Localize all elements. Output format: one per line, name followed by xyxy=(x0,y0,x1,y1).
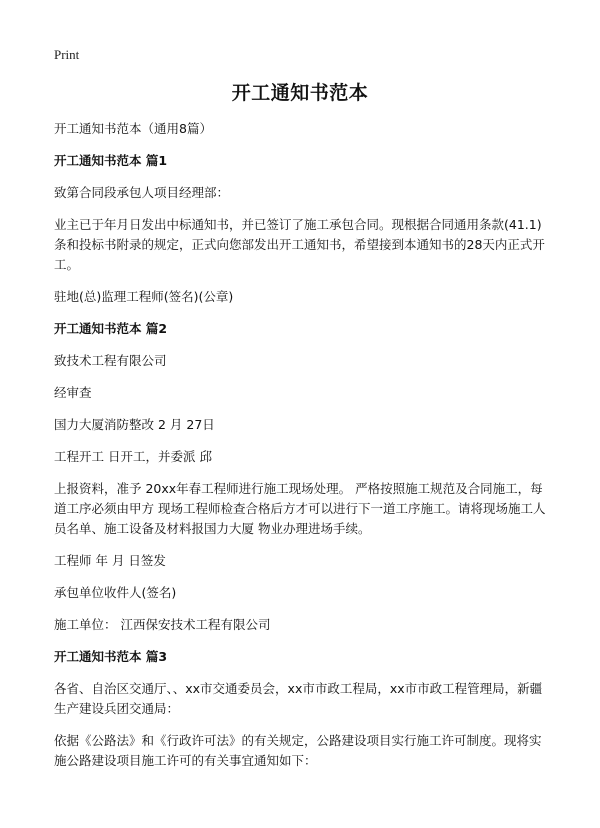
paragraph: 业主已于年月日发出中标通知书，并已签订了施工承包合同。现根据合同通用条款(41.1)条和投标书附录的规定，正式向您部发出开工通知书，希望接到本通知书的28天内正式开工。 xyxy=(54,217,545,272)
document-body xyxy=(54,119,548,783)
paragraph: 驻地(总)监理工程师(签名)(公章) xyxy=(54,289,234,304)
section-heading: 开工通知书范本 篇1 xyxy=(54,153,168,168)
paragraph: 施工单位： 江西保安技术工程有限公司 xyxy=(54,617,271,632)
paragraph: 承包单位收件人(签名) xyxy=(54,585,177,600)
paragraph: 依据《公路法》和《行政许可法》的有关规定，公路建设项目实行施工许可制度。现将实施公路建设项目施工许可的有关事宜通知如下： xyxy=(54,733,542,768)
section-heading: 开工通知书范本 篇2 xyxy=(54,321,168,336)
paragraph: 国力大厦消防整改 2 月 27日 xyxy=(54,417,215,432)
paragraph: 致第合同段承包人项目经理部： xyxy=(54,185,230,200)
print-label: Print xyxy=(54,47,80,62)
section-heading: 开工通知书范本 篇3 xyxy=(54,649,168,664)
paragraph: 工程师 年 月 日签发 xyxy=(54,553,166,568)
paragraph: 上报资料，准予 20xx年春工程师进行施工现场处理。 严格按照施工规范及合同施工，每道工序必须由甲方 现场工程师检查合格后方才可以进行下一道工序施工。请将现场施工人员名单、施工设备及材料报国力大厦 物业办理进场手续。 xyxy=(54,481,546,536)
paragraph: 各省、自治区交通厅、、xx市交通委员会，xx市市政工程局，xx市市政工程管理局，新疆生产建设兵团交通局： xyxy=(54,681,543,716)
page-title: 开工通知书范本 xyxy=(231,82,369,104)
paragraph: 致技术工程有限公司 xyxy=(54,353,167,368)
document-subtitle: 开工通知书范本（通用8篇） xyxy=(54,121,212,136)
paragraph: 工程开工 日开工，并委派 邱 xyxy=(54,449,212,464)
paragraph: 经审查 xyxy=(54,385,92,400)
